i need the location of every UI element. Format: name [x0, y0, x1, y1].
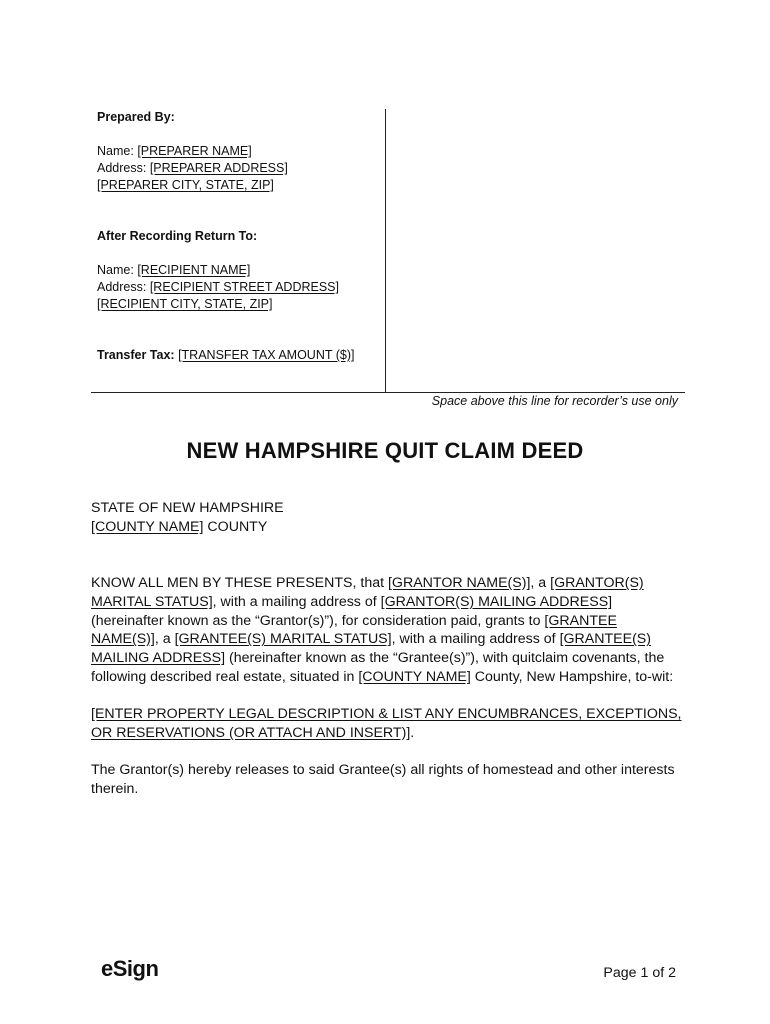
conveyance-paragraph — [91, 574, 683, 687]
preparer-name-field: [PREPARER NAME] — [137, 144, 252, 158]
preparer-address-label: Address: — [97, 161, 147, 175]
document-title: NEW HAMPSHIRE QUIT CLAIM DEED — [186, 438, 584, 463]
grantor-name-field: [GRANTOR NAME(S)] — [387, 575, 531, 591]
legal-description-end: . — [410, 724, 415, 741]
transfer-tax-label: Transfer Tax: — [97, 348, 175, 362]
state-line: STATE OF NEW HAMPSHIRE — [91, 500, 284, 516]
conveyance-text: KNOW ALL MEN BY THESE PRESENTS, that — [91, 575, 388, 591]
conveyance-text: (hereinafter known as the “Grantee(s)”), with quitclaim covenants, the following described real estate, situated in — [91, 650, 665, 685]
grantor-marital-status-field: [GRANTOR(S) MARITAL STATUS] — [91, 575, 644, 610]
conveyance-text: , a — [154, 631, 175, 648]
recipient-address-label: Address: — [97, 280, 147, 294]
return-to-label: After Recording Return To: — [97, 229, 258, 243]
prepared-by-label: Prepared By: — [97, 110, 175, 124]
county-suffix: COUNTY — [203, 518, 268, 535]
conveyance-text: County, New Hampshire, to-wit: — [470, 668, 674, 685]
recipient-city-field: [RECIPIENT CITY, STATE, ZIP] — [97, 297, 273, 311]
homestead-release-paragraph: The Grantor(s) hereby releases to said Grantee(s) all rights of homestead and other interests therein. — [91, 762, 675, 797]
legal-description-field: [ENTER PROPERTY LEGAL DESCRIPTION & LIST ANY ENCUMBRANCES, EXCEPTIONS, OR RESERVATIONS (OR ATTACH AND INSERT)] — [91, 706, 682, 741]
recorder-divider-line — [91, 392, 685, 393]
grantee-name-field: [GRANTEE NAME(S)] — [91, 612, 617, 648]
preparer-address-line — [97, 160, 383, 177]
page-number: Page 1 of 2 — [603, 965, 676, 981]
county-name-field: [COUNTY NAME] — [91, 518, 204, 535]
grantor-mailing-address-field: [GRANTOR(S) MAILING ADDRESS] — [380, 593, 613, 610]
preparer-city-field: [PREPARER CITY, STATE, ZIP] — [97, 178, 274, 192]
preparer-name-label: Name: — [97, 144, 134, 158]
conveyance-text: , a — [530, 575, 551, 591]
grantee-marital-status-field: [GRANTEE(S) MARITAL STATUS] — [174, 631, 392, 648]
recording-header-box — [91, 109, 386, 393]
recording-header-content — [97, 109, 383, 364]
recipient-name-field: [RECIPIENT NAME] — [137, 263, 251, 277]
recipient-address-line — [97, 279, 383, 296]
property-county-field: [COUNTY NAME] — [358, 668, 471, 685]
preparer-address-field: [PREPARER ADDRESS] — [149, 161, 288, 175]
conveyance-text: , with a mailing address of — [212, 593, 381, 610]
county-line — [91, 518, 683, 537]
legal-description-paragraph — [91, 705, 683, 743]
grantee-mailing-address-field: [GRANTEE(S) MAILING ADDRESS] — [91, 631, 651, 667]
conveyance-text: (hereinafter known as the “Grantor(s)”), for consideration paid, grants to — [91, 612, 545, 629]
recorder-note: Space above this line for recorder’s use only — [431, 394, 678, 408]
state-county-block — [91, 499, 683, 537]
transfer-tax-line — [97, 347, 383, 364]
esign-logo: eSign — [101, 956, 159, 981]
conveyance-text: , with a mailing address of — [391, 631, 560, 648]
recipient-name-label: Name: — [97, 263, 134, 277]
recipient-name-line — [97, 262, 383, 279]
preparer-name-line — [97, 143, 383, 160]
recipient-address-field: [RECIPIENT STREET ADDRESS] — [149, 280, 339, 294]
transfer-tax-field: [TRANSFER TAX AMOUNT ($)] — [178, 348, 355, 362]
